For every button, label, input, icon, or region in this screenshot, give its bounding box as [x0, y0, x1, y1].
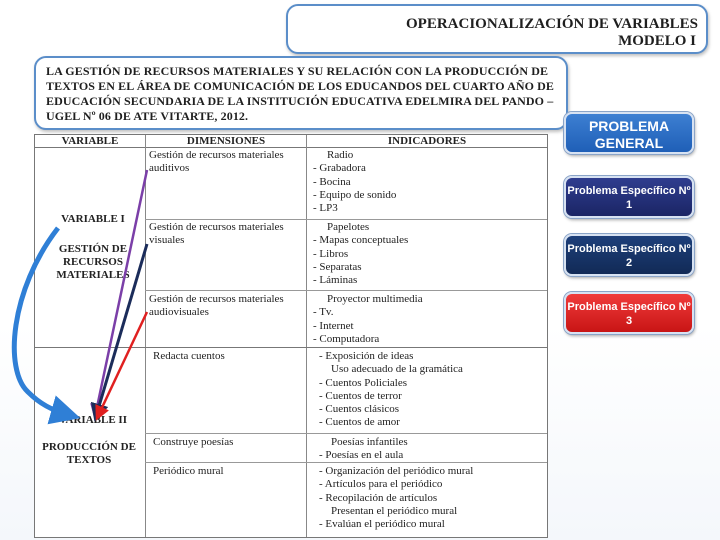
indicator-list [319, 436, 553, 463]
variable-1-name: GESTIÓN DE RECURSOS MATERIALES [56, 243, 130, 281]
indicator-list [319, 350, 553, 430]
dimension-cell: Gestión de recursos materiales auditivos [149, 149, 284, 174]
problem-specific-1-button[interactable]: Problema Específico Nº 1 [564, 176, 694, 218]
indicator-item: Presentan el periódico mural [331, 504, 458, 517]
indicator-item: - Artículos para el periódico [319, 478, 443, 491]
indicator-item: - Tv. [313, 306, 334, 319]
indicator-list [319, 465, 553, 531]
problem-specific-2-button[interactable]: Problema Específico Nº 2 [564, 234, 694, 276]
row-divider [35, 347, 547, 348]
indicator-list [313, 221, 547, 287]
indicator-item: - Cuentos de terror [319, 389, 402, 402]
indicator-item: - Poesías en el aula [319, 449, 404, 462]
dimension-cell: Construye poesías [153, 436, 234, 448]
indicator-item: - Cuentos clásicos [319, 403, 400, 416]
indicator-item: - Láminas [313, 274, 358, 287]
header-dimensions: DIMENSIONES [146, 135, 306, 148]
variable-2-label: VARIABLE II [59, 414, 127, 426]
problem-general-button[interactable]: PROBLEMA GENERAL [564, 112, 694, 154]
indicator-item: - Mapas conceptuales [313, 234, 409, 247]
indicator-list [313, 293, 547, 346]
indicator-item: Papelotes [327, 221, 370, 233]
dimension-cell: Redacta cuentos [153, 350, 225, 362]
header-indicators: INDICADORES [307, 135, 547, 148]
row-divider [145, 433, 547, 434]
thesis-title-box [34, 56, 568, 130]
indicator-item: Poesías infantiles [331, 436, 408, 448]
indicator-item: - Computadora [313, 332, 380, 345]
problem-specific-3-button[interactable]: Problema Específico Nº 3 [564, 292, 694, 334]
indicator-item: - Libros [313, 247, 349, 260]
thesis-title: LA GESTIÓN DE RECURSOS MATERIALES Y SU RELACIÓN CON LA PRODUCCIÓN DE TEXTOS EN EL ÁREA DE COMUNICACIÓN DE LOS EDUCANDOS DEL CUARTO AÑO DE EDUCACIÓN SECUNDARIA DE LA INSTITUCIÓN EDUCATIVA EDELMIRA DEL PANDO – UGEL Nº 06 DE ATE VITARTE, 2012. [46, 64, 555, 123]
indicator-item: - Cuentos Policiales [319, 376, 407, 389]
indicator-item: - Bocina [313, 175, 351, 188]
row-divider [145, 290, 547, 291]
indicator-item: - Grabadora [313, 162, 366, 175]
dimension-cell: Periódico mural [153, 465, 224, 477]
variable-1-label: VARIABLE I [61, 213, 125, 225]
indicator-item: Uso adecuado de la gramática [331, 363, 463, 376]
indicator-item: - Equipo de sonido [313, 188, 397, 201]
indicator-item: - Exposición de ideas [319, 350, 414, 362]
indicator-item: - Internet [313, 319, 354, 332]
indicator-item: - LP3 [313, 202, 338, 215]
indicator-item: - Separatas [313, 260, 362, 273]
indicator-item: - Cuentos de amor [319, 416, 400, 429]
indicator-item: - Evalúan el periódico mural [319, 518, 445, 531]
indicator-item: - Organización del periódico mural [319, 465, 474, 477]
variable-2-name: PRODUCCIÓN DE TEXTOS [42, 441, 136, 466]
header-variable: VARIABLE [35, 135, 145, 148]
column-divider [306, 135, 307, 537]
indicator-item: Proyector multimedia [327, 293, 423, 305]
indicator-item: - Recopilación de artículos [319, 491, 438, 504]
indicator-list [313, 149, 547, 215]
dimension-cell: Gestión de recursos materiales audiovisuales [149, 293, 284, 318]
row-divider [145, 219, 547, 220]
dimension-cell: Gestión de recursos materiales visuales [149, 221, 284, 246]
indicator-item: Radio [327, 149, 354, 161]
operationalization-table [34, 134, 548, 538]
title-line-1: OPERACIONALIZACIÓN DE VARIABLES [405, 16, 698, 32]
column-divider [145, 135, 146, 537]
title-line-2: MODELO I [618, 33, 696, 49]
title-box [286, 4, 708, 54]
